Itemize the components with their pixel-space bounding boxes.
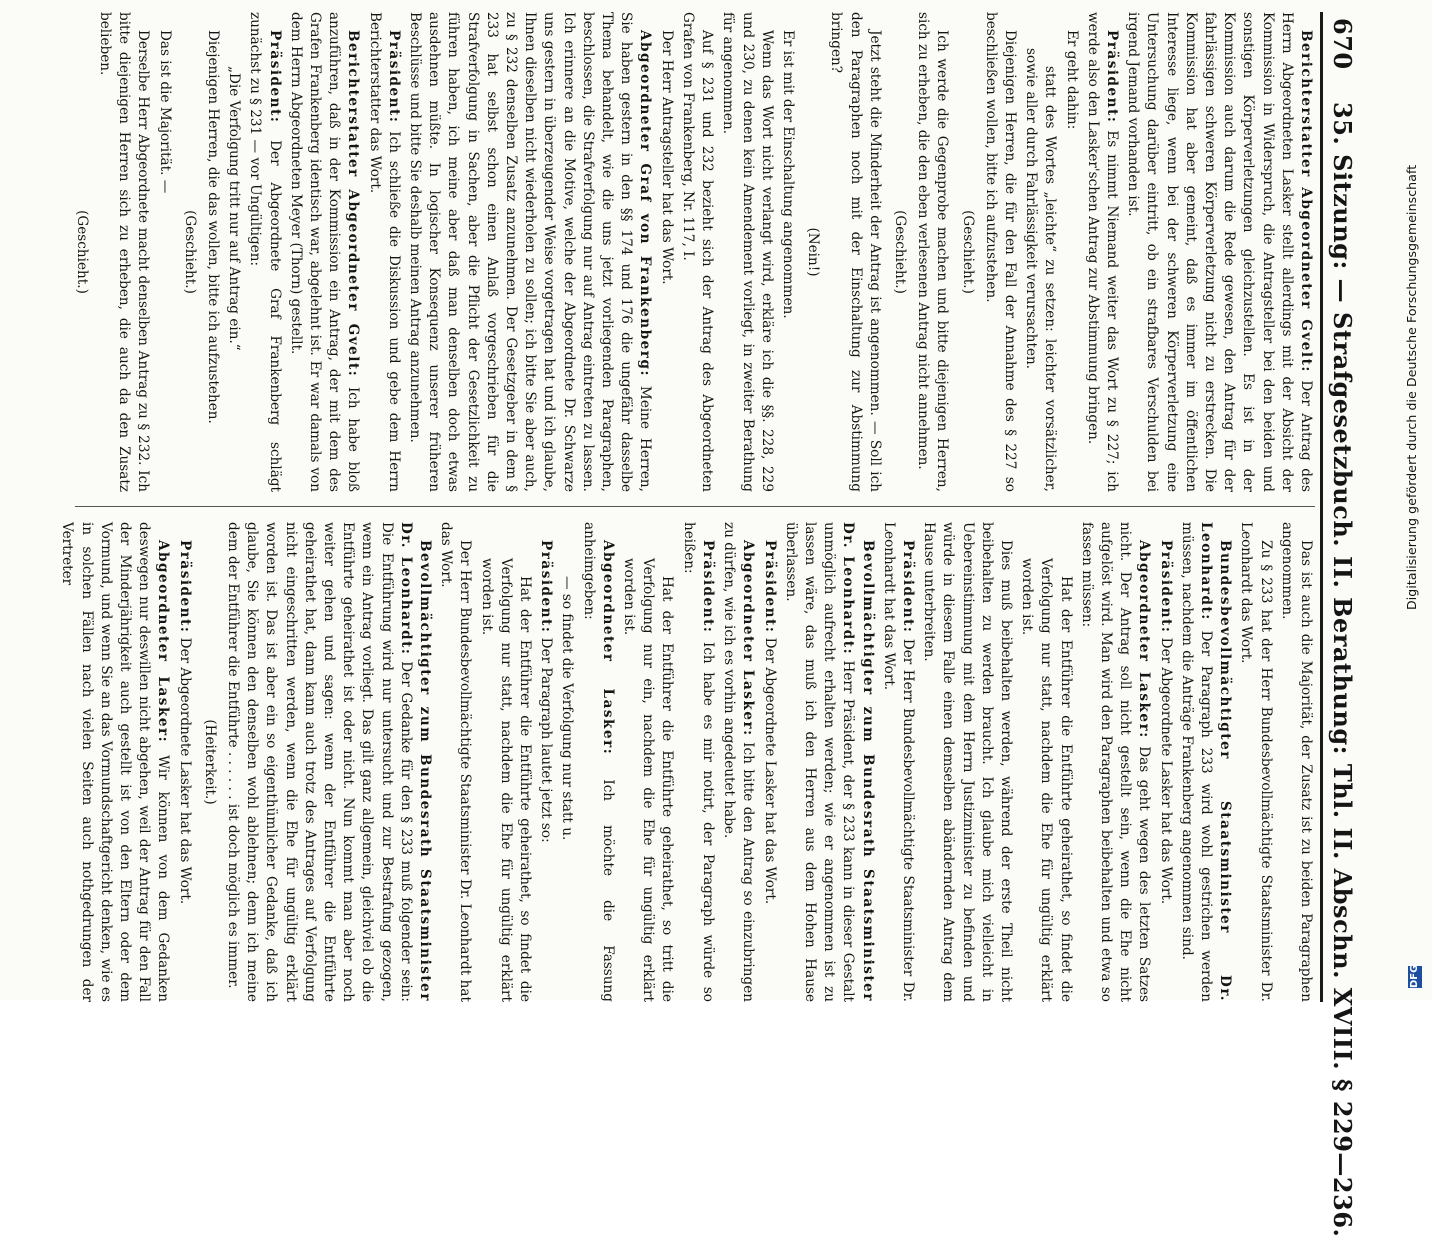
stage-direction: (Nein!): [805, 227, 822, 277]
stage-direction: (Geschieht.): [891, 210, 908, 294]
speech-text: Der Abgeordnete Lasker hat das Wort.: [761, 637, 778, 905]
speech-paragraph: [174, 522, 193, 1002]
speaker-name: Präsident:: [176, 540, 193, 634]
speech-paragraph: [95, 12, 153, 492]
speech-paragraph: [657, 12, 676, 492]
speech-text: Ich habe bloß anzuführen, daß in der Kommission ein Antrag, der mit dem des Grafen Frankenberg identisch war, abgelehnt ist. Er war damals von dem Herrn Abgeordneten Meyer (Thorn) gestellt.: [287, 12, 362, 492]
speech-paragraph: [203, 12, 222, 492]
speech-text: Er ist mit der Einschaltung angenommen.: [779, 30, 796, 319]
speech-text: Herr Präsident, der § 233 kann in dieser Gestalt unmöglich aufrecht erhalten werden; wie er angenommen ist zu lassen wäre, das muß ich den Herren aus dem Hohen Hause überlassen.: [782, 522, 857, 1003]
speaker-name: Präsident:: [1157, 540, 1174, 634]
quoted-motion: Hat der Entführer die Entführte geheirathet, so findet die Verfolgung nur statt, nachdem die Ehe für ungültig erklärt worden ist.: [1019, 558, 1074, 1002]
speech-text: Ich schließe die Diskussion und gebe dem Herrn Berichterstatter das Wort.: [366, 12, 402, 492]
speaker-name: Präsident:: [699, 540, 716, 634]
speech-paragraph: [679, 522, 717, 1002]
speaker-name: Präsident:: [266, 30, 283, 124]
speech-text: Dies muß beibehalten werden, während der erste Theil nicht beibehalten zu werden braucht. Ich glaube mich vielleicht in Uebereinstimmung mit dem Herrn Justizminister zu befinden und würde in diesem Falle einen demselben abändernden Antrag dem Hause unterbreiten.: [921, 522, 1014, 1002]
speech-paragraph: [436, 522, 474, 1002]
speech-text: Das ist auch die Majorität, der Zusatz ist zu beiden Paragraphen angenommen.: [1278, 522, 1314, 1002]
speech-paragraph: [718, 12, 776, 492]
speech-paragraph: [1083, 12, 1121, 492]
speaker-name: Präsident:: [899, 540, 916, 634]
speech-paragraph: [57, 522, 172, 1002]
speaker-name: Abgeordneter Lasker:: [155, 540, 172, 744]
speech-paragraph: [913, 12, 951, 492]
speech-text: Der Abgeordnete Lasker hat das Wort.: [1157, 637, 1174, 905]
quoted-motion: — so findet die Verfolgung nur statt u.: [559, 576, 576, 841]
quoted-motion: Hat der Entführer die Entführte geheirathet, so findet die Verfolgung nur statt, nachdem die Ehe für ungültig erklärt worden ist.: [478, 558, 534, 1002]
speech-paragraph: [781, 522, 877, 1002]
speaker-name: Bevollmächtigter zum Bundesrath Staatsminister Dr. Leonhardt:: [397, 522, 434, 1002]
speech-text: Meine Herren, Sie haben gestern in den §§ 174 und 176 die ungefähr dasselbe Thema behandelt, wie die uns jetzt vorliegenden Paragraphen, beschlossen, die Strafverfolgung nur auf Antrag eintreten zu lassen. Ich erinnere an die Motive, welche der Abgeordnete Dr. Schwarze uns gestern in überzeugender Weise vorgetragen hat und ich glaube, Ihnen dieselben nicht wiederholen zu sollen; ich bitte Sie aber auch, zu § 232 denselben Zusatz anzunehmen. Der Gesetzgeber in dem § 233 hat selbst schon einen Anlaß vorgeschrieben für die Strafverfolgung in Sachen, aber die Pflicht der Gesetzlichkeit zu führen haben, ich meine aber daß man denselben doch etwas ausdehnen müßte. In logischer Konsequenz unserer früheren Beschlüsse und bitte Sie deshalb meinen Antrag anzunehmen.: [407, 12, 654, 492]
speech-paragraph: [879, 522, 917, 1002]
speech-text: Auf § 231 und 232 bezieht sich der Antrag des Abgeordneten Grafen von Frankenberg, Nr. 117, I.: [679, 12, 716, 492]
document-page: [59, 12, 1363, 1237]
speech-text: Ich werde die Gegenprobe machen und bitte diejenigen Herren, sich zu erheben, die den eben verlesenen Antrag nicht annehmen.: [915, 12, 951, 492]
speech-text: Der Gedanke für den § 233 muß folgender sein: Die Entführung wird nur untersucht und zur Bestrafung gezogen, wenn ein Antrag vorliegt. Das gilt ganz allgemein, gleichviel ob die Entführte geheirathet ist oder nicht. Nun kommt man aber noch weiter gehen und sagen: wenn der Entführer die Entführte geheirathet hat, dann kann auch trotz des Antrages auf Verfolgung nicht eingeschritten werden, wenn die Ehe für ungültig erklärt worden ist. Das ist aber ein so eigenthümlicher Gedanke, daß ich glaube, Sie können den denselben wohl ablehnen; denn ich meine dem der Entführer die Entführte . . . . . . ist doch möglich es immer.: [225, 522, 414, 1002]
speech-paragraph: [919, 522, 1015, 1002]
column-divider: [75, 506, 1315, 507]
running-head: 35. Sitzung: — Strafgesetzbuch. II. Berathung: Thl. II. Abschn. XVIII. § 229—236.: [1328, 102, 1357, 1237]
speaker-name: Präsident:: [761, 540, 778, 634]
page-header: [1320, 12, 1363, 1237]
speech-paragraph: [364, 12, 402, 492]
speech-text: Der Herr Bundesbevollmächtigte Staatsminister Dr. Leonhardt hat das Wort.: [438, 522, 474, 1002]
speech-text: Ich bitte den Antrag so einzubringen zu dürfen, wie ich es vorhin angedeutet habe.: [721, 522, 757, 1002]
quoted-motion: Hat der Entführer die Entführte geheirathet, so tritt die Verfolgung nur ein, nachdem die Ehe für ungültig erklärt worden ist.: [621, 558, 676, 1002]
speech-text: Der Paragraph lautet jetzt so:: [538, 637, 555, 843]
speech-text: Der Abgeordnete Lasker hat das Wort.: [176, 637, 193, 905]
speaker-name: Abgeordneter Lasker:: [1136, 540, 1153, 739]
speech-text: Jetzt steht die Minderheit der Antrag ist angenommen. — Soll ich den Paragraphen noch mit der Einschaltung zur Abstimmung bringen?: [828, 12, 883, 492]
speaker-name: Berichterstatter Abgeordneter Gvelt:: [1298, 30, 1314, 373]
speech-paragraph: [826, 12, 884, 492]
speech-paragraph: [778, 12, 797, 492]
speech-paragraph: [1236, 522, 1274, 1002]
speech-paragraph: [154, 12, 173, 492]
speech-paragraph: [1155, 522, 1174, 1002]
stage-direction: (Geschieht.): [181, 210, 198, 294]
speech-paragraph: [223, 522, 434, 1002]
speech-paragraph: [1061, 12, 1080, 492]
digitization-credit: Digitalisierung gefördert durch die Deutsche Forschungsgemeinschaft: [1404, 164, 1419, 610]
speech-text: Das ist die Majorität. —: [156, 30, 173, 194]
dfg-logo-icon: DFG: [1409, 964, 1420, 988]
speech-text: Derselbe Herr Abgeordnete macht denselben Antrag zu § 232. Ich bitte diejenigen Herren sich zu erheben, die auch da den Zusatz belieben.: [97, 12, 152, 492]
speech-text: Es nimmt Niemand weiter das Wort zu § 227; ich werde also den Lasker'schen Antrag zur Abstimmung bringen.: [1084, 12, 1120, 493]
speaker-name: Abgeordneter Lasker:: [740, 540, 757, 737]
speech-text: Wir können von dem Gedanken deswegen nur deswillen nicht abgehen, weil der Antrag für den Fall der Minderjährigkeit auch gestellt ist von den Eltern oder dem Vormund, und wenn Sie an das Vormundschaftgericht denken, wie es in solchen Fällen nach vielen Seiten auch nothgedrungen der Vertreter: [59, 522, 172, 1002]
speech-text: Der Antrag des Herrn Abgeordneten Lasker stellt allerdings mit der Absicht der Kommission in Widerspruch, die Antragsteller bei den beiden und sonstigen Körperverletzungen gleichzustellen. Es ist in der Kommission auch darum die Rede gewesen, den Antrag für der fahrlässigen schweren Körperverletzung nicht zu erstrecken. Die Kommission hat aber gemeint, daß es immer im öffentlichen Interesse liege, wenn bei der schweren Körperverletzung eine Untersuchung darüber eintritt, ob ein strafbares Verschulden bei irgend Jemand vorhanden ist.: [1125, 12, 1314, 492]
page-number: 670: [1328, 18, 1357, 70]
speaker-name: Abgeordneter Graf von Frankenberg:: [637, 30, 654, 377]
stage-direction: (Heiterkeit.): [201, 719, 218, 805]
speech-text: Diejenigen Herren, die für den Fall der Annahme des § 227 so beschließen wollen, bitte ich aufzustehen.: [982, 12, 1018, 492]
speech-paragraph: [536, 522, 555, 1002]
speech-paragraph: [1177, 522, 1235, 1002]
speech-paragraph: [981, 12, 1019, 492]
speech-text: Zu § 233 hat der Herr Bundesbevollmächtigte Staatsminister Dr. Leonhardt das Wort.: [1238, 522, 1274, 1002]
speaker-name: Präsident:: [1103, 30, 1120, 124]
speech-text: Das geht wegen des letzten Satzes nicht. Der Antrag soll nicht gestellt sein, wenn die Ehe nicht aufgelöst wird. Man wird den Paragraphen beibehalten und etwa so fassen müssen:: [1078, 522, 1153, 1002]
speech-paragraph: [578, 522, 616, 1002]
speaker-name: Abgeordneter Lasker:: [599, 540, 616, 756]
speaker-name: Bundesbevollmächtigter Staatsminister Dr. Leonhardt:: [1197, 522, 1234, 1002]
speech-text: Ich habe es mir notirt, der Paragraph würde so heißen:: [680, 522, 716, 1002]
speech-text: Ich möchte die Fassung anheimgeben:: [580, 522, 616, 1002]
speech-text: Der Herr Bundesbevollmächtigte Staatsminister Dr. Leonhardt hat das Wort.: [880, 522, 916, 1002]
speech-paragraph: [1123, 12, 1315, 492]
stage-direction: (Geschieht.): [73, 210, 90, 294]
speech-paragraph: [245, 12, 283, 492]
speech-text: Der Herr Antragsteller hat das Wort.: [658, 30, 675, 285]
speech-paragraph: [1277, 522, 1315, 1002]
speaker-name: Präsident:: [385, 30, 402, 124]
speech-paragraph: [1077, 522, 1154, 1002]
speech-text: Der Abgeordnete Graf Frankenberg schlägt zunächst zu § 231 — vor Ungültigen:: [247, 12, 283, 492]
speech-text: Der Paragraph 233 wird wohl gestrichen werden müssen, nachdem die Anträge Frankenberg angenommen sind.: [1178, 522, 1214, 1002]
speech-text: Wenn das Wort nicht verlangt wird, erkläre ich die §§. 228, 229 und 230, zu denen kein Amendement vorliegt, in zweiter Berathung für angenommen.: [720, 12, 775, 492]
speaker-name: Bevollmächtigter zum Bundesrath Staatsminister Dr. Leonhardt:: [840, 522, 876, 1002]
left-column: [70, 12, 1315, 492]
speaker-name: Berichterstatter Abgeordneter Gvelt:: [345, 30, 362, 378]
quoted-motion: statt des Wortes „leichte“ zu setzen: leichter vorsätzlicher, sowie aller durch Fahrlässigkeit verursachten.: [1023, 48, 1059, 492]
speech-text: Er geht dahin:: [1063, 30, 1080, 130]
speech-text: Diejenigen Herren, die das wollen, bitte ich aufzustehen.: [205, 30, 222, 424]
speech-paragraph: [678, 12, 716, 492]
stage-direction: (Geschieht.): [959, 210, 976, 294]
speaker-name: Präsident:: [538, 540, 555, 634]
speech-paragraph: [719, 522, 757, 1002]
speech-paragraph: [759, 522, 778, 1002]
quoted-motion: „Die Verfolgung tritt nur auf Antrag ein.“: [226, 66, 243, 351]
speech-paragraph: [405, 12, 655, 492]
speech-paragraph: [286, 12, 363, 492]
right-column: [59, 522, 1315, 1003]
